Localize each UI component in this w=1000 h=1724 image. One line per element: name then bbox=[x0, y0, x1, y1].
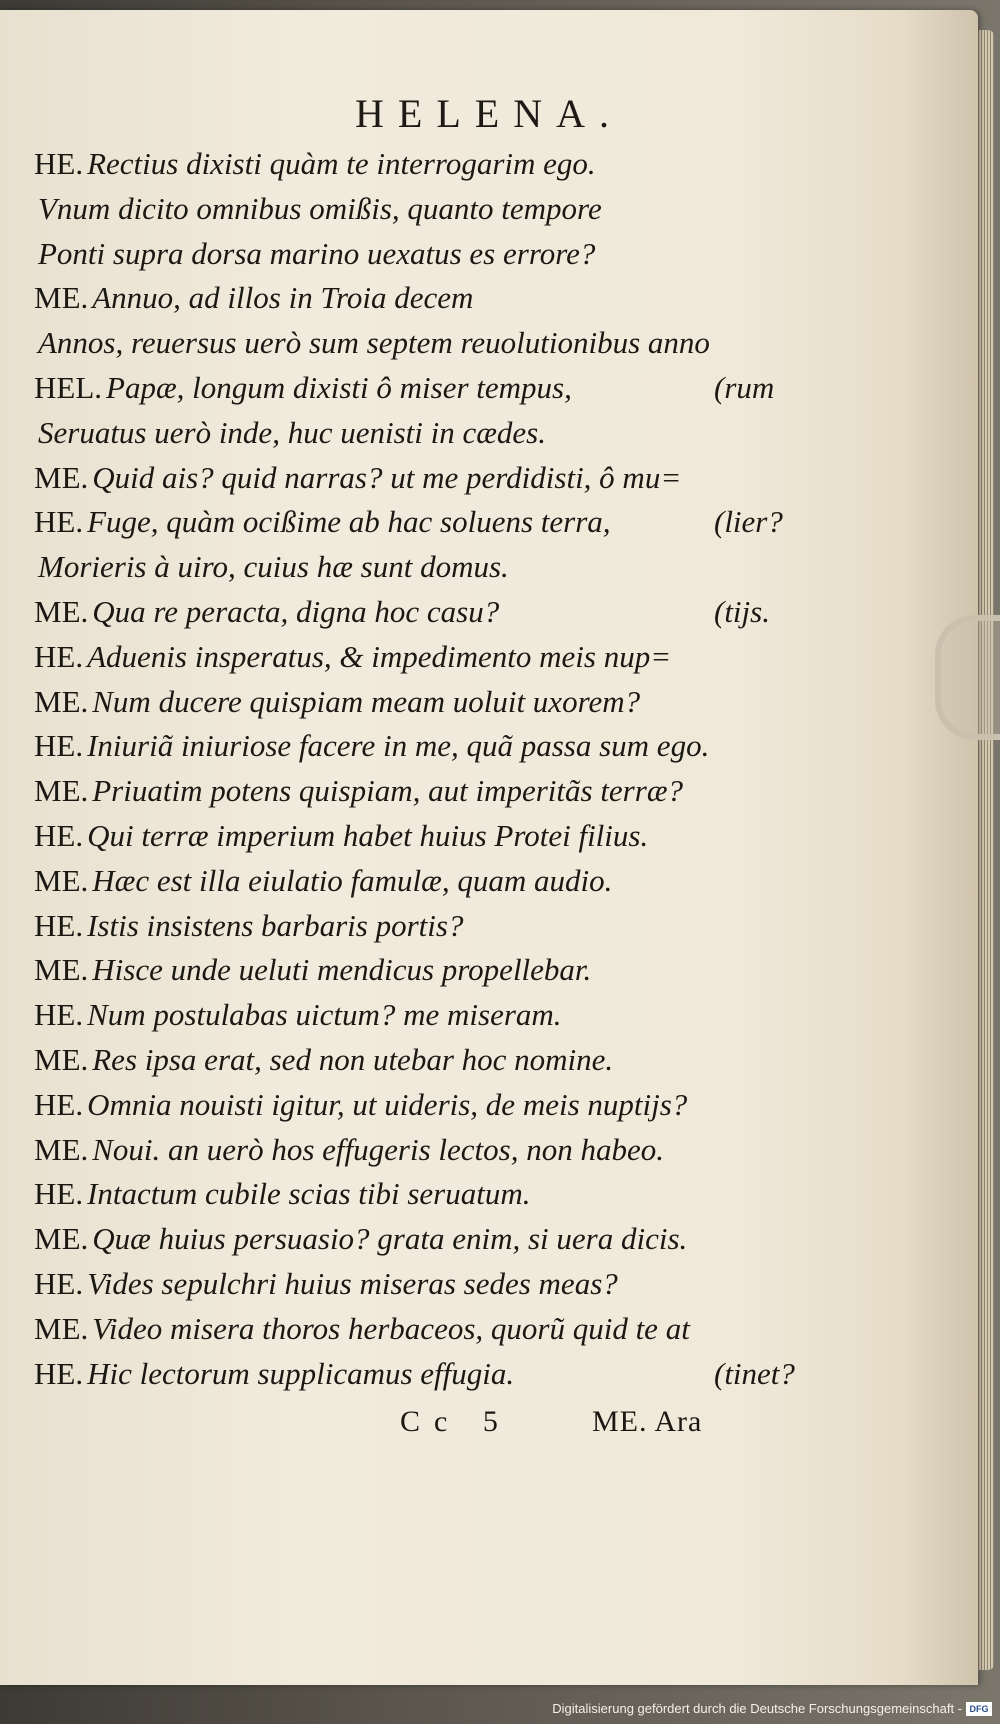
turnover-text: (tinet? bbox=[714, 1355, 795, 1391]
line-text: Hic lectorum supplicamus effugia. bbox=[87, 1355, 515, 1391]
speaker-label: HE. bbox=[34, 504, 84, 540]
digitization-credit: Digitalisierung gefördert durch die Deutsche Forschungsgemeinschaft - bbox=[552, 1701, 962, 1716]
line-text: Annuo, ad illos in Troia decem bbox=[92, 280, 474, 316]
verse-line bbox=[34, 1352, 934, 1397]
verse-line bbox=[34, 859, 934, 904]
speaker-label: HE. bbox=[34, 1265, 84, 1301]
turnover-text: (lier? bbox=[714, 504, 783, 540]
line-text: Seruatus uerò inde, huc uenisti in cædes. bbox=[38, 414, 546, 450]
verse-line bbox=[34, 948, 934, 993]
verse-line bbox=[34, 993, 934, 1038]
catchword: ME. Ara bbox=[592, 1405, 703, 1438]
line-text: Quæ huius persuasio? grata enim, si uera dicis. bbox=[92, 1221, 688, 1257]
verse-line bbox=[34, 814, 934, 859]
verse-line bbox=[34, 456, 934, 501]
line-text: Num postulabas uictum? me miseram. bbox=[87, 997, 562, 1033]
verse-line bbox=[34, 276, 934, 321]
speaker-label: HEL. bbox=[34, 369, 103, 405]
verse-line bbox=[34, 545, 934, 590]
speaker-label: ME. bbox=[34, 1221, 89, 1257]
line-text: Ponti supra dorsa marino uexatus es errore? bbox=[38, 235, 596, 271]
verse-line bbox=[34, 142, 934, 187]
verse-line bbox=[34, 1172, 934, 1217]
line-text: Fuge, quàm ocißime ab hac soluens terra, bbox=[87, 504, 611, 540]
verse-line bbox=[34, 1307, 934, 1352]
line-text: Qui terræ imperium habet huius Protei filius. bbox=[87, 817, 649, 853]
line-text: Num ducere quispiam meam uoluit uxorem? bbox=[92, 683, 641, 719]
line-text: Hisce unde ueluti mendicus propellebar. bbox=[92, 952, 592, 988]
turnover-text: (rum bbox=[714, 369, 775, 405]
verse-text bbox=[34, 142, 934, 1396]
speaker-label: ME. bbox=[34, 683, 89, 719]
speaker-label: ME. bbox=[34, 1131, 89, 1167]
verse-line bbox=[34, 321, 934, 366]
speaker-label: HE. bbox=[34, 146, 84, 181]
speaker-label: HE. bbox=[34, 1086, 84, 1122]
line-text: Noui. an uerò hos effugeris lectos, non habeo. bbox=[92, 1131, 664, 1167]
verse-line bbox=[34, 590, 934, 635]
line-text: Video misera thoros herbaceos, quorũ quid te at bbox=[92, 1310, 690, 1346]
verse-line bbox=[34, 1217, 934, 1262]
line-text: Hæc est illa eiulatio famulæ, quam audio. bbox=[92, 862, 613, 898]
line-text: Iniuriã iniuriose facere in me, quã passa sum ego. bbox=[87, 728, 710, 764]
line-text: Omnia nouisti igitur, ut uideris, de meis nuptijs? bbox=[87, 1086, 688, 1122]
verse-line bbox=[34, 500, 934, 545]
speaker-label: ME. bbox=[34, 952, 89, 988]
verse-line bbox=[34, 904, 934, 949]
speaker-label: HE. bbox=[34, 997, 84, 1033]
line-text: Rectius dixisti quàm te interrogarim ego. bbox=[87, 146, 596, 181]
turnover-text: (tijs. bbox=[714, 593, 770, 629]
speaker-label: HE. bbox=[34, 638, 84, 674]
line-text: Vnum dicito omnibus omißis, quanto tempore bbox=[38, 190, 602, 226]
line-text: Papæ, longum dixisti ô miser tempus, bbox=[106, 369, 572, 405]
running-header: HELENA. bbox=[355, 91, 623, 136]
verse-line bbox=[34, 366, 934, 411]
verse-line bbox=[34, 635, 934, 680]
verse-line bbox=[34, 1262, 934, 1307]
verse-line bbox=[34, 1083, 934, 1128]
verse-line bbox=[34, 187, 934, 232]
verse-line bbox=[34, 724, 934, 769]
line-text: Aduenis insperatus, & impedimento meis nup= bbox=[87, 638, 672, 674]
speaker-label: ME. bbox=[34, 1310, 89, 1346]
line-text: Intactum cubile scias tibi seruatum. bbox=[87, 1176, 531, 1212]
speaker-label: ME. bbox=[34, 593, 89, 629]
verse-line bbox=[34, 680, 934, 725]
speaker-label: HE. bbox=[34, 1355, 84, 1391]
line-text: Istis insistens barbaris portis? bbox=[87, 907, 464, 943]
dfg-logo-icon: DFG bbox=[966, 1702, 992, 1716]
signature-mark: Cc 5 bbox=[400, 1405, 512, 1438]
speaker-label: HE. bbox=[34, 907, 84, 943]
verse-line bbox=[34, 1128, 934, 1173]
line-text: Morieris à uiro, cuius hæ sunt domus. bbox=[38, 549, 509, 585]
line-text: Annos, reuersus uerò sum septem reuolutionibus anno bbox=[38, 325, 710, 361]
verse-line bbox=[34, 411, 934, 456]
verse-line bbox=[34, 1038, 934, 1083]
speaker-label: HE. bbox=[34, 728, 84, 764]
speaker-label: HE. bbox=[34, 817, 84, 853]
speaker-label: ME. bbox=[34, 459, 89, 495]
speaker-label: ME. bbox=[34, 280, 89, 316]
line-text: Qua re peracta, digna hoc casu? bbox=[92, 593, 500, 629]
line-text: Priuatim potens quispiam, aut imperitãs terræ? bbox=[92, 773, 683, 809]
speaker-label: ME. bbox=[34, 1041, 89, 1077]
book-clip bbox=[935, 615, 1000, 740]
speaker-label: HE. bbox=[34, 1176, 84, 1212]
verse-line bbox=[34, 769, 934, 814]
speaker-label: ME. bbox=[34, 862, 89, 898]
line-text: Quid ais? quid narras? ut me perdidisti, ô mu= bbox=[92, 459, 682, 495]
speaker-label: ME. bbox=[34, 773, 89, 809]
line-text: Res ipsa erat, sed non utebar hoc nomine. bbox=[92, 1041, 614, 1077]
line-text: Vides sepulchri huius miseras sedes meas? bbox=[87, 1265, 618, 1301]
verse-line bbox=[34, 232, 934, 277]
